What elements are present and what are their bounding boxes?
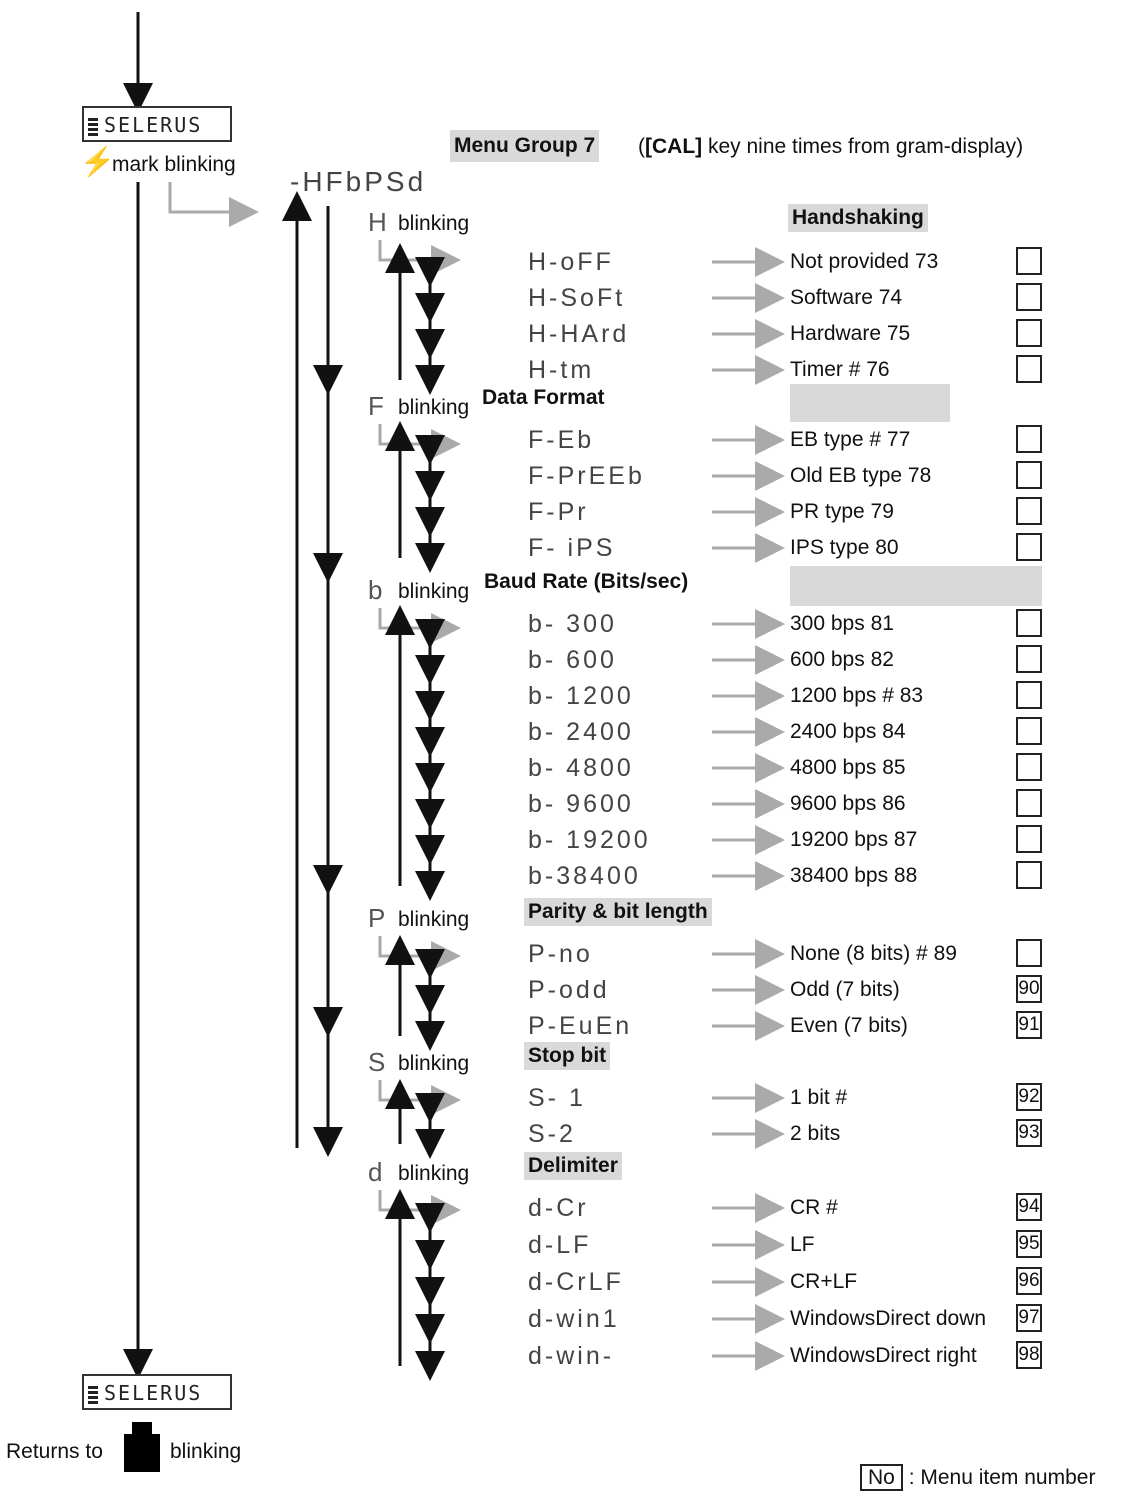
section-entry-arrow-3 [380,936,446,956]
item-code-5-0: d-Cr [528,1194,589,1222]
section-blinking-3: blinking [398,908,470,931]
item-label-5-4: WindowsDirect right [790,1344,977,1367]
section-entry-arrow-1 [380,424,446,444]
item-number-box-3-0 [1016,939,1042,967]
item-label-2-4: 4800 bps 85 [790,756,906,779]
section-blinking-2: blinking [398,580,470,603]
section-header-3: Parity & bit length [524,898,712,926]
item-label-5-0: CR # [790,1196,838,1219]
item-number-box-5-2: 96 [1016,1267,1042,1295]
weight-icon [124,1422,160,1472]
item-label-1-2: PR type 79 [790,500,894,523]
section-header-1: Data Format [482,386,605,409]
item-code-4-0: S- 1 [528,1084,586,1112]
group-note: ([CAL] key nine times from gram-display) [638,135,1024,158]
item-code-5-3: d-win1 [528,1305,620,1333]
item-label-5-3: WindowsDirect down [790,1307,987,1330]
item-label-2-1: 600 bps 82 [790,648,894,671]
item-code-2-5: b- 9600 [528,790,634,818]
item-code-3-0: P-no [528,940,593,968]
item-code-2-1: b- 600 [528,646,617,674]
item-number-box-5-3: 97 [1016,1304,1042,1332]
item-number-box-3-2: 91 [1016,1011,1042,1039]
section-entry-arrow-5 [380,1190,446,1210]
item-code-5-2: d-CrLF [528,1268,624,1296]
item-code-2-0: b- 300 [528,610,617,638]
item-label-2-0: 300 bps 81 [790,612,894,635]
item-number-box-2-1 [1016,645,1042,673]
section-letter-1: F [368,391,384,421]
item-code-4-1: S-2 [528,1120,576,1148]
item-code-2-6: b- 19200 [528,826,651,854]
item-code-1-3: F- iPS [528,534,616,562]
item-number-box-5-0: 94 [1016,1193,1042,1221]
section-blinking-4: blinking [398,1052,470,1075]
section-bar-2 [790,566,1042,606]
item-label-2-2: 1200 bps # 83 [790,684,924,707]
item-number-box-1-3 [1016,533,1042,561]
item-number-box-2-4 [1016,753,1042,781]
returns-blinking-label: blinking [170,1440,242,1463]
section-bar-1 [790,384,950,422]
item-code-5-4: d-win- [528,1342,615,1370]
item-label-2-7: 38400 bps 88 [790,864,918,887]
section-letter-3: P [368,903,386,933]
item-code-3-1: P-odd [528,976,610,1004]
item-number-box-2-6 [1016,825,1042,853]
item-number-box-5-1: 95 [1016,1230,1042,1258]
item-number-box-0-1 [1016,283,1042,311]
group-code: -HFbPSd [290,166,427,197]
item-code-0-3: H-tm [528,356,595,384]
item-number-box-1-2 [1016,497,1042,525]
item-number-box-5-4: 98 [1016,1341,1042,1369]
item-code-5-1: d-LF [528,1231,592,1259]
item-code-2-4: b- 4800 [528,754,634,782]
section-blinking-5: blinking [398,1162,470,1185]
item-code-2-2: b- 1200 [528,682,634,710]
item-code-0-0: H-oFF [528,248,614,276]
section-entry-arrow-2 [380,608,446,628]
returns-label: Returns to [6,1440,103,1463]
item-number-box-3-1: 90 [1016,975,1042,1003]
item-code-2-7: b-38400 [528,862,641,890]
item-number-box-0-2 [1016,319,1042,347]
item-label-2-3: 2400 bps 84 [790,720,906,743]
item-code-2-3: b- 2400 [528,718,634,746]
item-code-0-2: H-HArd [528,320,630,348]
item-label-2-5: 9600 bps 86 [790,792,906,815]
to-group-arrow [170,182,244,212]
flash-icon: ⚡ [80,146,115,177]
item-label-3-0: None (8 bits) # 89 [790,942,957,965]
item-code-3-2: P-EuEn [528,1012,633,1040]
item-label-1-1: Old EB type 78 [790,464,932,487]
item-number-box-2-5 [1016,789,1042,817]
item-number-box-2-3 [1016,717,1042,745]
item-label-2-6: 19200 bps 87 [790,828,918,851]
item-label-3-2: Even (7 bits) [790,1014,908,1037]
mark-blinking-label: mark blinking [112,153,236,176]
display-bottom: SELERUS [82,1374,232,1410]
item-number-box-0-0 [1016,247,1042,275]
section-entry-arrow-4 [380,1080,446,1100]
section-header-2: Baud Rate (Bits/sec) [484,570,689,593]
item-code-0-1: H-SoFt [528,284,626,312]
item-number-box-4-0: 92 [1016,1083,1042,1111]
section-letter-5: d [368,1157,383,1187]
item-code-1-0: F-Eb [528,426,595,454]
item-number-box-2-2 [1016,681,1042,709]
item-label-4-1: 2 bits [790,1122,841,1145]
item-number-box-1-0 [1016,425,1042,453]
item-label-3-1: Odd (7 bits) [790,978,900,1001]
item-label-0-0: Not provided 73 [790,250,939,273]
menu-group-title: Menu Group 7 [450,130,599,162]
section-entry-arrow-0 [380,240,446,260]
item-label-0-2: Hardware 75 [790,322,911,345]
item-label-5-2: CR+LF [790,1270,858,1293]
item-number-box-2-0 [1016,609,1042,637]
item-label-0-3: Timer # 76 [790,358,890,381]
item-label-1-0: EB type # 77 [790,428,911,451]
item-number-box-2-7 [1016,861,1042,889]
item-label-4-0: 1 bit # [790,1086,848,1109]
item-number-box-0-3 [1016,355,1042,383]
item-number-box-1-1 [1016,461,1042,489]
footnote: No : Menu item number [860,1466,1095,1490]
section-blinking-0: blinking [398,212,470,235]
section-header-0: Handshaking [788,204,928,232]
item-number-box-4-1: 93 [1016,1119,1042,1147]
display-top: SELERUS [82,106,232,142]
section-header-5: Delimiter [524,1152,622,1180]
item-label-0-1: Software 74 [790,286,903,309]
section-letter-4: S [368,1047,386,1077]
item-label-1-3: IPS type 80 [790,536,899,559]
item-code-1-2: F-Pr [528,498,589,526]
section-header-4: Stop bit [524,1042,610,1070]
item-code-1-1: F-PrEEb [528,462,645,490]
section-letter-2: b [368,575,383,605]
item-label-5-1: LF [790,1233,815,1256]
section-blinking-1: blinking [398,396,470,419]
section-letter-0: H [368,207,387,237]
